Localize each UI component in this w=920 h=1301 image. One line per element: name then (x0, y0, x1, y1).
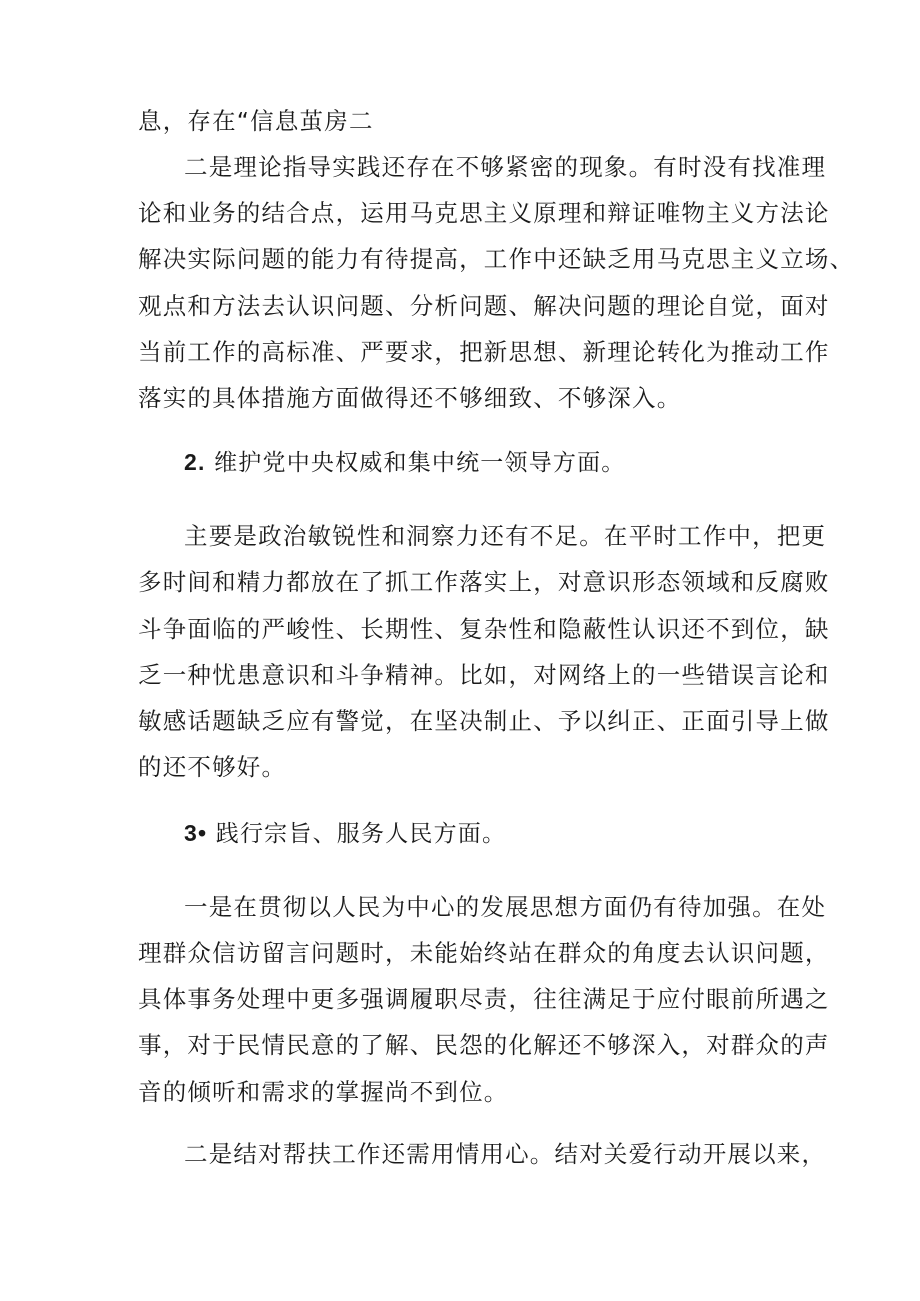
text-line: 二是理论指导实践还存在不够紧密的现象。有时没有找准理 (184, 153, 827, 181)
text-line: 观点和方法去认识问题、分析问题、解决问题的理论自觉，面对 (138, 292, 830, 320)
section-heading-2 (184, 445, 844, 479)
text-line: 落实的具体措施方面做得还不够细致、不够深入。 (138, 384, 682, 412)
text-line: 息，存在“信息茧房二 (138, 107, 374, 135)
text-line: 论和业务的结合点，运用马克思主义原理和辩证唯物主义方法论 (138, 199, 830, 227)
text-line: 当前工作的高标准、严要求，把新思想、新理论转化为推动工作 (138, 338, 830, 366)
text-line: 敏感话题缺乏应有警觉，在坚决制止、予以纠正、正面引导上做 (138, 707, 830, 735)
text-line: 的还不够好。 (138, 753, 287, 781)
text-line: 二是结对帮扶工作还需用情用心。结对关爱行动开展以来， (184, 1140, 827, 1168)
text-line: 解决实际问题的能力有待提高，工作中还缺乏用马克思主义立场、 (138, 245, 855, 273)
section-number: 3• (184, 820, 208, 846)
text-line: 理群众信访留言问题时，未能始终站在群众的角度去认识问题， (138, 939, 830, 967)
section-heading-3 (184, 816, 844, 850)
text-line: 主要是政治敏锐性和洞察力还有不足。在平时工作中，把更 (184, 522, 827, 550)
text-line: 乏一种忧患意识和斗争精神。比如，对网络上的一些错误言论和 (138, 661, 830, 689)
text-line: 多时间和精力都放在了抓工作落实上，对意识形态领域和反腐败 (138, 568, 830, 596)
section-title: 维护党中央权威和集中统一领导方面。 (214, 450, 626, 476)
text-line: 音的倾听和需求的掌握尚不到位。 (138, 1078, 509, 1106)
text-line: 斗争面临的严峻性、长期性、复杂性和隐蔽性认识还不到位，缺 (138, 615, 830, 643)
text-line: 一是在贯彻以人民为中心的发展思想方面仍有待加强。在处 (184, 893, 827, 921)
section-number: 2. (184, 449, 206, 475)
text-line: 事，对于民情民意的了解、民怨的化解还不够深入，对群众的声 (138, 1031, 830, 1059)
section-title: 践行宗旨、服务人民方面。 (215, 821, 507, 847)
text-line: 具体事务处理中更多强调履职尽责，往往满足于应付眼前所遇之 (138, 985, 830, 1013)
